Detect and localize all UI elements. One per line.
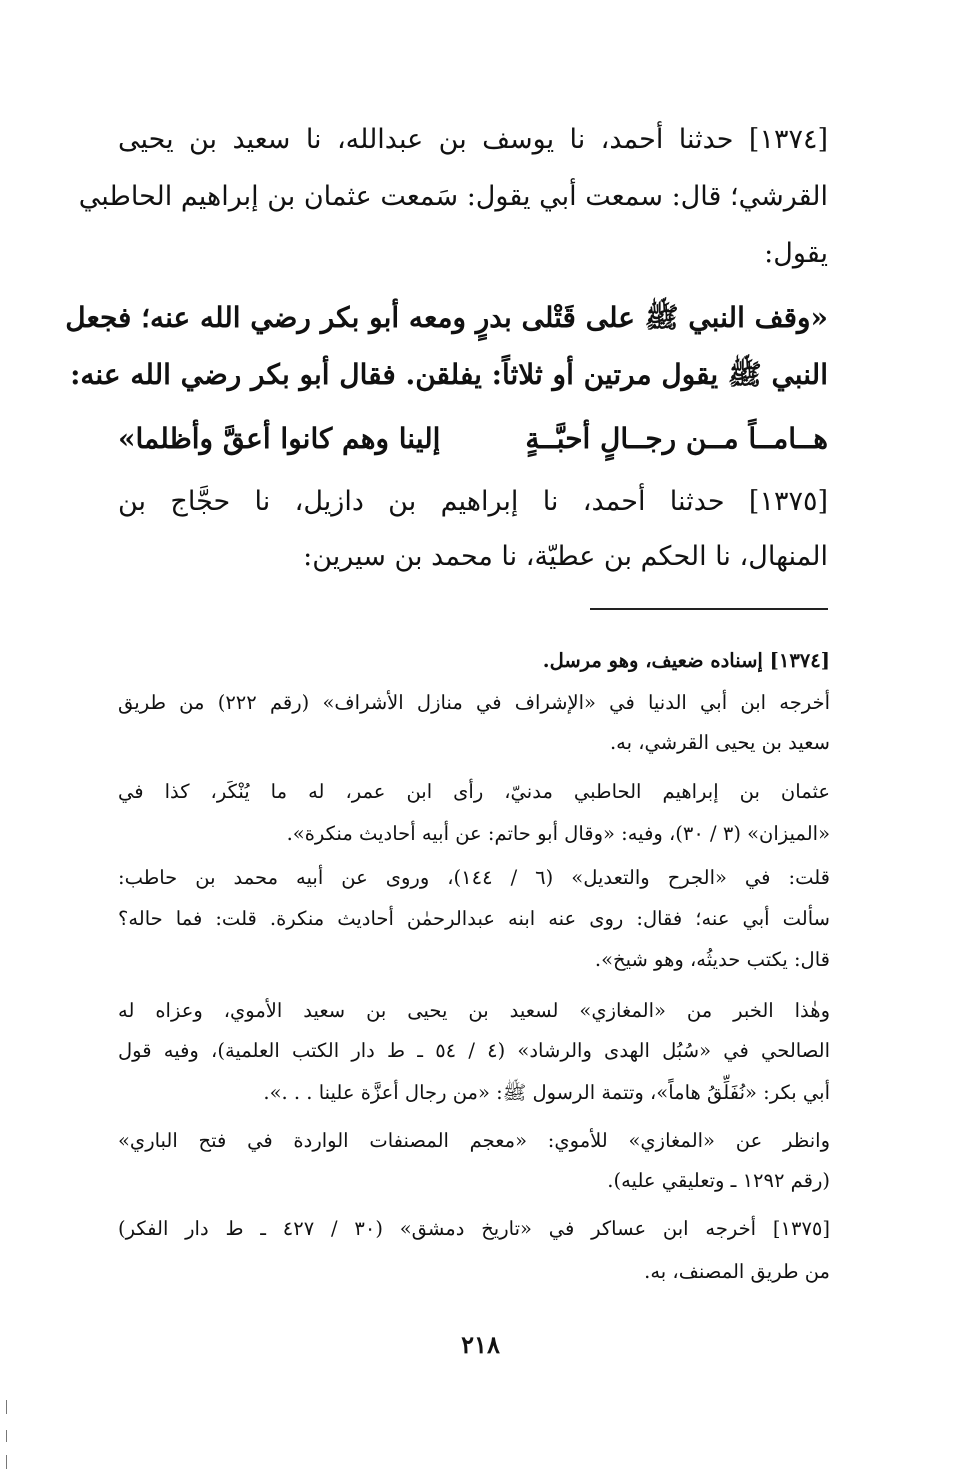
footnote-line: سعيد بن يحيى القرشي، به.	[609, 731, 830, 754]
hadith-1374-line-3: يقول:	[764, 238, 828, 269]
footnote-line: وهٰذا الخبر من «المغازي» لسعيد بن يحيى بن سعيد الأموي، وعزاه له	[118, 999, 830, 1022]
hadith-1374-line-1: [١٣٧٤] حدثنا أحمد، نا يوسف بن عبدالله، نا سعيد بن يحيى	[118, 124, 828, 155]
page-number: ٢١٨	[461, 1330, 500, 1359]
footnote-line: وانظر عن «المغازي» للأموي: «معجم المصنفات الواردة في فتح الباري»	[118, 1129, 830, 1152]
footnote-line: من طريق المصنف، به.	[644, 1260, 830, 1283]
hadith-1375-line-1: [١٣٧٥] حدثنا أحمد، نا إبراهيم بن دازيل، نا حجَّاج بن	[118, 486, 828, 517]
footnote-1375: [١٣٧٥] أخرجه ابن عساكر في «تاريخ دمشق» (٣٠ / ٤٢٧ ـ ط دار الفكر)	[118, 1217, 831, 1240]
footnote-line: سألت أبي عنه؛ فقال: روى عنه ابنه عبدالرحمٰن أحاديث منكرة. قلت: فما حاله؟	[118, 907, 830, 930]
footnote-1374-heading: [١٣٧٤] إسناده ضعيف، وهو مرسل.	[542, 649, 830, 672]
footnote-separator	[590, 608, 828, 610]
footnote-line: الصالحي في «سُبُل الهدى والرشاد» (٤ / ٥٤ ـ ط دار الكتب العلمية)، وفيه قول	[118, 1039, 830, 1062]
footnote-line: (رقم ١٢٩٢ ـ وتعليقي عليه).	[607, 1169, 830, 1192]
footnote-line: عثمان بن إبراهيم الحاطبي مدنيّ، رأى ابن عمر، له ما يُنْكَر، كذا في	[118, 780, 830, 803]
hadith-1375-line-2: المنهال، نا الحكم بن عطيّة، نا محمد بن سيرين:	[303, 541, 828, 572]
poem-hemistich-1: هــامــاً مــن رجــالٍ أحبَّــةٍ	[525, 422, 828, 455]
footnote-line: «الميزان» (٣ / ٣٠)، وفيه: «وقال أبو حاتم: عن أبيه أحاديث منكرة».	[286, 822, 830, 845]
footnote-line: قال: يكتب حديثُه، وهو شيخ».	[594, 948, 830, 971]
poem-hemistich-2: إلينا وهم كانوا أعقَّ وأظلما»	[118, 422, 441, 455]
scan-mark	[6, 1455, 7, 1469]
quote-line-2: النبي ﷺ يقول مرتين أو ثلاثاً: يفلقن. فقال أبو بكر رضي الله عنه:	[70, 358, 828, 391]
quote-line-1: «وقف النبي ﷺ على قَتْلى بدرٍ ومعه أبو بكر رضي الله عنه؛ فجعل	[65, 301, 828, 334]
scan-mark	[6, 1430, 7, 1442]
footnote-line: أبي بكر: «نُفَلِّقُ هاماً»، وتتمة الرسول ﷺ: «من رجال أعزَّة علينا . . .».	[263, 1081, 830, 1104]
footnote-line: قلت: في «الجرح والتعديل» (٦ / ١٤٤)، وروى عن أبيه محمد بن حاطب:	[118, 866, 831, 889]
hadith-1374-line-2: القرشي؛ قال: سمعت أبي يقول: سَمعت عثمان بن إبراهيم الحاطبي	[78, 181, 828, 212]
scan-mark	[6, 1400, 7, 1414]
footnote-line: أخرجه ابن أبي الدنيا في «الإشراف في منازل الأشراف» (رقم ٢٢٢) من طريق	[118, 691, 831, 714]
